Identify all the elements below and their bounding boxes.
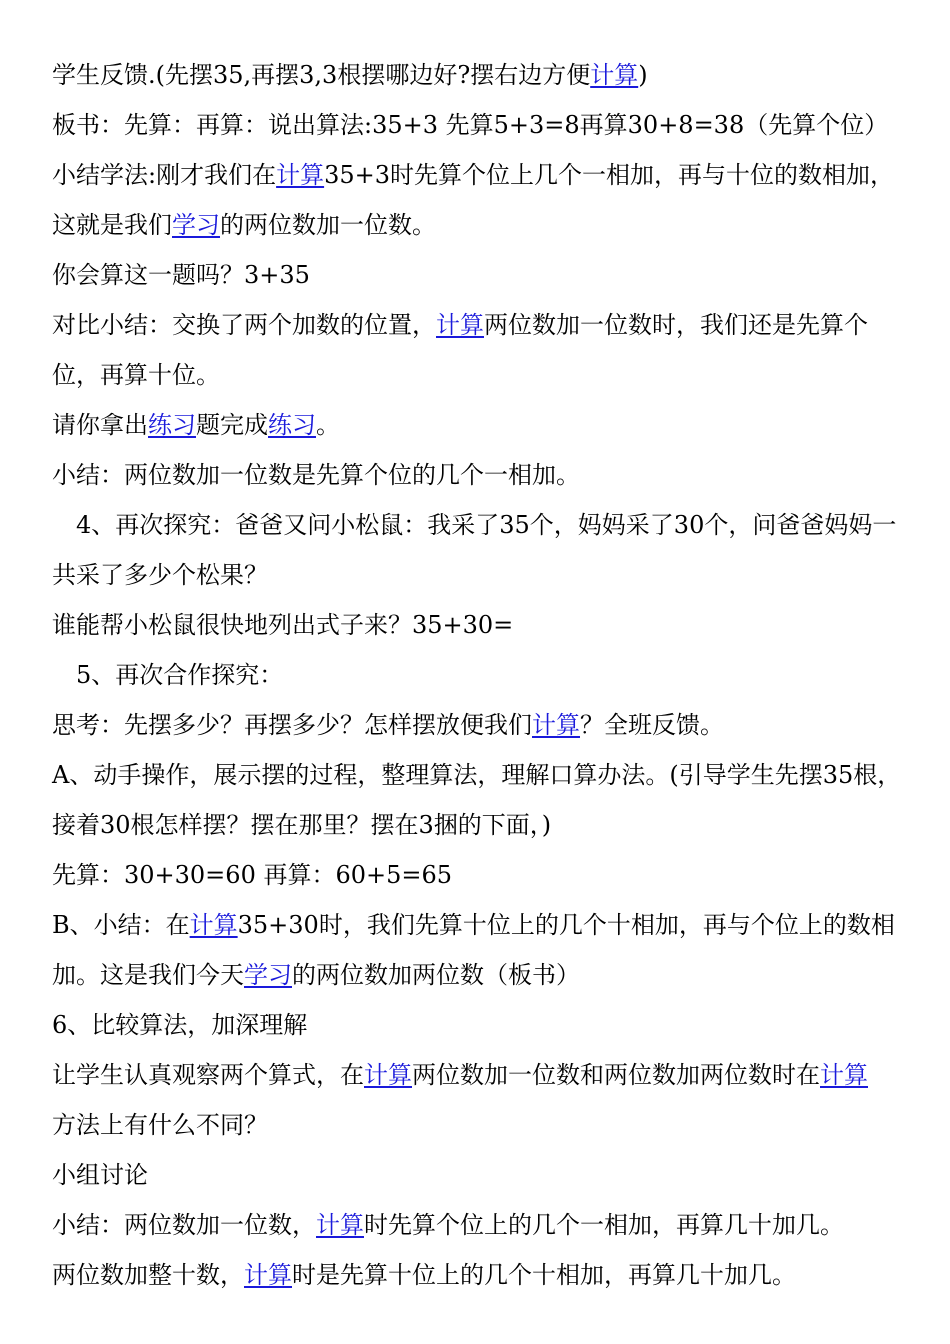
text-segment: 接着30根怎样摆？摆在那里？摆在3捆的下面，) [52,811,552,839]
hyperlink[interactable]: 计算 [189,911,238,939]
text-line [52,1007,920,1057]
hyperlink[interactable]: 学习 [172,211,220,239]
text-segment: 题完成 [196,411,268,439]
text-line [52,157,920,207]
text-line [52,1057,920,1107]
text-segment: 位，再算十位。 [52,361,220,389]
text-segment: 先算：30+30=60 再算：60+5=65 [52,861,453,889]
text-segment: 小结：两位数加一位数， [52,1211,316,1239]
text-segment: 共采了多少个松果？ [52,561,268,589]
text-segment: 35+3时先算个位上几个一相加，再与十位的数相加， [324,161,895,189]
text-line [52,57,920,107]
text-segment: A、动手操作，展示摆的过程，整理算法，理解口算办法。(引导学生先摆35根， [52,761,902,789]
hyperlink[interactable]: 计算 [820,1061,868,1089]
text-segment: 方法上有什么不同？ [52,1111,268,1139]
text-segment: 4、再次探究：爸爸又问小松鼠：我采了35个，妈妈采了30个，问爸爸妈妈一 [76,511,897,539]
text-segment: 时先算个位上的几个一相加，再算几十加几。 [364,1211,844,1239]
text-segment: 两位数加整十数， [52,1261,244,1289]
text-line [52,807,920,857]
text-segment: 的两位数加一位数。 [220,211,436,239]
hyperlink[interactable]: 计算 [436,311,484,339]
text-segment: 请你拿出 [52,411,148,439]
text-segment: 对比小结：交换了两个加数的位置， [52,311,436,339]
text-line [52,1207,920,1257]
text-segment: 让学生认真观察两个算式，在 [52,1061,364,1089]
text-segment: B、小结：在 [52,911,190,939]
text-segment: 35+30时，我们先算十位上的几个十相加，再与个位上的数相 [237,911,895,939]
text-segment: 这就是我们 [52,211,172,239]
text-segment: 时是先算十位上的几个十相加，再算几十加几。 [292,1261,796,1289]
text-line [52,507,920,557]
text-line [52,557,920,607]
text-segment: 小结：两位数加一位数是先算个位的几个一相加。 [52,461,580,489]
text-segment: ) [638,61,648,89]
hyperlink[interactable]: 练习 [148,411,196,439]
hyperlink[interactable]: 练习 [268,411,316,439]
hyperlink[interactable]: 计算 [316,1211,364,1239]
text-line [52,1107,920,1157]
text-segment: 学生反馈.(先摆35,再摆3,3根摆哪边好?摆右边方便 [52,61,591,89]
text-line [52,707,920,757]
text-line [52,1257,920,1307]
text-segment: 小组讨论 [52,1161,148,1189]
text-line [52,407,920,457]
text-line [52,907,920,957]
text-segment: 的两位数加两位数（板书） [292,961,580,989]
text-segment: 你会算这一题吗？3+35 [52,261,310,289]
hyperlink[interactable]: 计算 [364,1061,412,1089]
text-line [52,107,920,157]
hyperlink[interactable]: 计算 [276,161,325,189]
text-line [52,257,920,307]
text-segment: 两位数加一位数和两位数加两位数时在 [412,1061,820,1089]
text-segment: 思考：先摆多少？再摆多少？怎样摆放便我们 [52,711,532,739]
text-line [52,607,920,657]
text-segment: 6、比较算法，加深理解 [52,1011,308,1039]
text-line [52,757,920,807]
text-line [52,1157,920,1207]
text-line [52,657,920,707]
hyperlink[interactable]: 计算 [532,711,580,739]
text-line [52,207,920,257]
text-segment: 加。这是我们今天 [52,961,244,989]
text-line [52,857,920,907]
text-line [52,307,920,357]
text-segment: 5、再次合作探究： [76,661,284,689]
text-line [52,357,920,407]
text-segment: 两位数加一位数时，我们还是先算个 [484,311,868,339]
hyperlink[interactable]: 学习 [244,961,292,989]
text-segment: 。 [316,411,340,439]
hyperlink[interactable]: 计算 [244,1261,292,1289]
text-segment: 谁能帮小松鼠很快地列出式子来？35+30= [52,611,514,639]
text-segment: ？全班反馈。 [580,711,724,739]
text-segment: 小结学法:刚才我们在 [52,161,277,189]
hyperlink[interactable]: 计算 [590,61,639,89]
text-segment: 板书：先算：再算：说出算法:35+3 先算5+3=8再算30+8=38（先算个位） [52,111,889,139]
text-line [52,957,920,1007]
text-line [52,457,920,507]
